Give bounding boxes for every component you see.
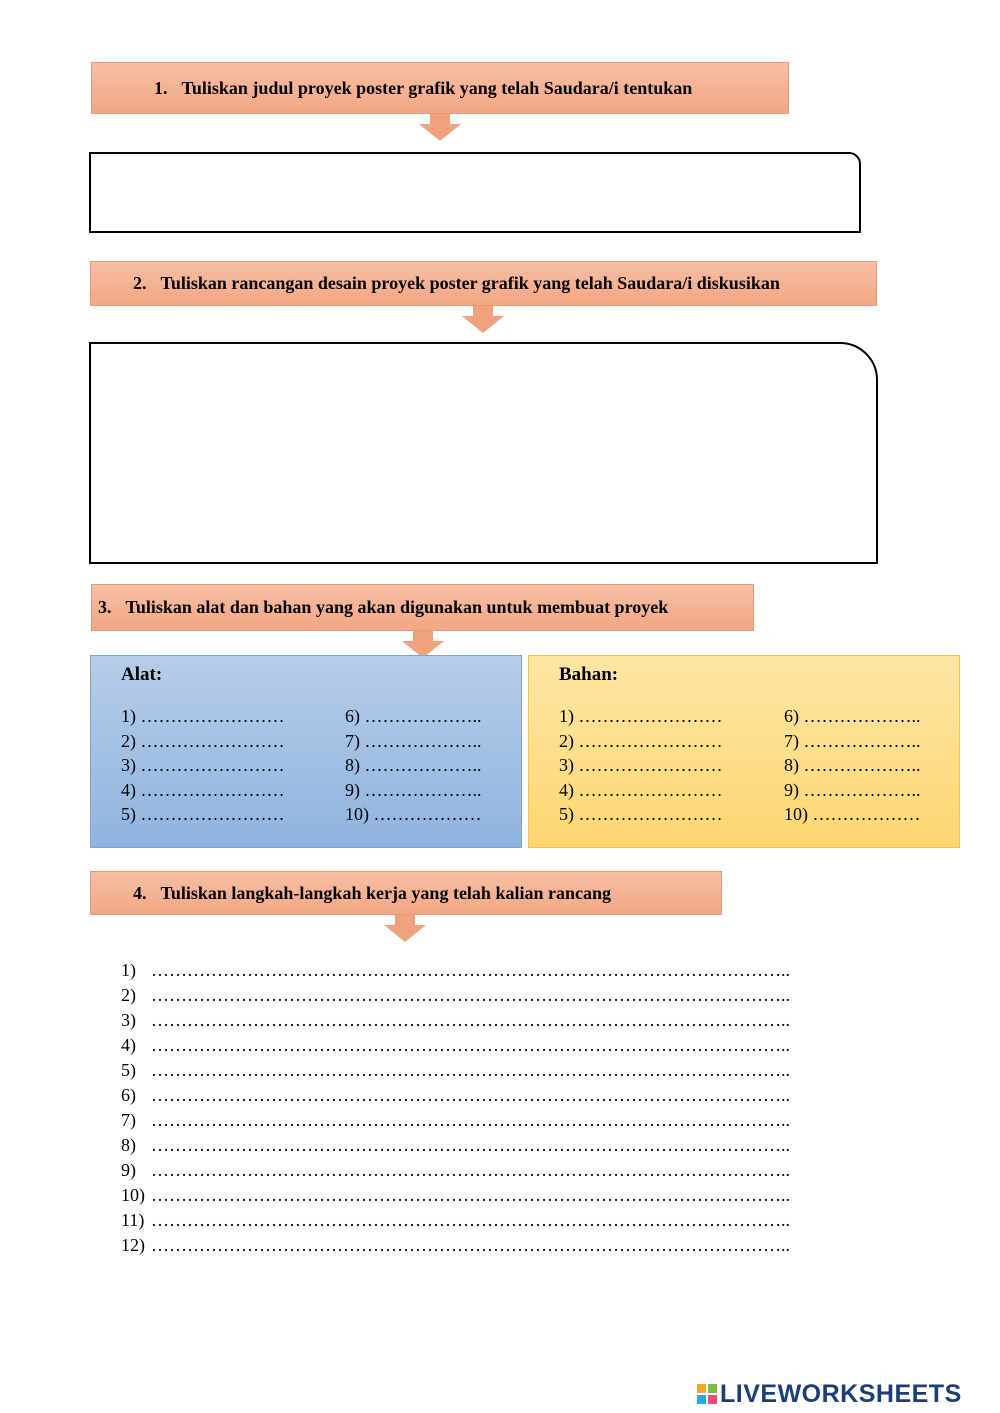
alat-item-5[interactable]: 5) …………………… (121, 804, 285, 825)
alat-item-7[interactable]: 7) ……………….. (345, 730, 482, 751)
step-row[interactable]: 2) …………………………………………………………………………………………….. (121, 985, 790, 1005)
mark-square (708, 1384, 717, 1393)
step-row[interactable]: 5) …………………………………………………………………………………………….. (121, 1060, 790, 1080)
alat-item-6[interactable]: 6) ……………….. (345, 706, 482, 726)
section-2-instruction: Tuliskan rancangan desain proyek poster grafik yang telah Saudara/i diskusikan (160, 273, 780, 293)
step-row[interactable]: 6) …………………………………………………………………………………………….. (121, 1085, 790, 1105)
bahan-panel (528, 655, 960, 848)
step-row[interactable]: 10) …………………………………………………………………………………………….. (121, 1185, 790, 1205)
bahan-item-1[interactable]: 1) …………………… (559, 706, 723, 726)
section-2-banner (90, 261, 877, 306)
section-3-number: 3. (98, 597, 112, 617)
alat-item-8[interactable]: 8) ……………….. (345, 755, 482, 776)
bahan-title: Bahan: (559, 664, 619, 685)
section-4-instruction: Tuliskan langkah-langkah kerja yang telah kalian rancang (160, 882, 611, 903)
step-row[interactable]: 3) …………………………………………………………………………………………….. (121, 1010, 790, 1030)
step-row[interactable]: 11) …………………………………………………………………………………………….. (121, 1210, 790, 1230)
bahan-item-8[interactable]: 8) ……………….. (784, 755, 921, 776)
section-4-number: 4. (133, 882, 147, 903)
step-row[interactable]: 1) …………………………………………………………………………………………….. (121, 960, 790, 980)
step-row[interactable]: 9) …………………………………………………………………………………………….. (121, 1160, 790, 1180)
bahan-item-3[interactable]: 3) …………………… (559, 755, 723, 776)
alat-title: Alat: (121, 664, 163, 685)
section-1-number: 1. (154, 77, 168, 98)
liveworksheets-mark-icon (697, 1384, 717, 1404)
bahan-item-7[interactable]: 7) ……………….. (784, 730, 921, 751)
bahan-item-4[interactable]: 4) …………………… (559, 779, 723, 800)
alat-item-9[interactable]: 9) ……………….. (345, 779, 482, 800)
design-answer-box[interactable] (89, 342, 878, 564)
mark-square (708, 1395, 717, 1404)
alat-item-3[interactable]: 3) …………………… (121, 755, 285, 776)
mark-square (697, 1384, 706, 1393)
step-row[interactable]: 4) …………………………………………………………………………………………….. (121, 1035, 790, 1055)
project-title-answer-box[interactable] (89, 152, 861, 233)
step-row[interactable]: 7) …………………………………………………………………………………………….. (121, 1110, 790, 1130)
alat-item-2[interactable]: 2) …………………… (121, 730, 285, 751)
mark-square (697, 1395, 706, 1404)
alat-item-4[interactable]: 4) …………………… (121, 779, 285, 800)
section-4-banner (90, 871, 722, 915)
step-row[interactable]: 12) …………………………………………………………………………………………….. (121, 1235, 790, 1255)
liveworksheets-logo (697, 1379, 962, 1409)
bahan-item-10[interactable]: 10) ……………… (784, 804, 921, 825)
section-3-instruction: Tuliskan alat dan bahan yang akan digunakan untuk membuat proyek (125, 597, 669, 617)
liveworksheets-wordmark: LIVEWORKSHEETS (720, 1379, 962, 1408)
alat-item-1[interactable]: 1) …………………… (121, 706, 285, 726)
alat-item-10[interactable]: 10) ……………… (345, 804, 482, 825)
bahan-item-9[interactable]: 9) ……………….. (784, 779, 921, 800)
bahan-item-2[interactable]: 2) …………………… (559, 730, 723, 751)
alat-panel (90, 655, 522, 848)
step-row[interactable]: 8) …………………………………………………………………………………………….. (121, 1135, 790, 1155)
bahan-item-5[interactable]: 5) …………………… (559, 804, 723, 825)
section-2-number: 2. (133, 273, 147, 293)
section-3-banner (91, 584, 754, 631)
section-1-banner (91, 62, 789, 114)
section-1-instruction: Tuliskan judul proyek poster grafik yang telah Saudara/i tentukan (181, 77, 693, 98)
bahan-item-6[interactable]: 6) ……………….. (784, 706, 921, 726)
steps-list (121, 958, 790, 1258)
